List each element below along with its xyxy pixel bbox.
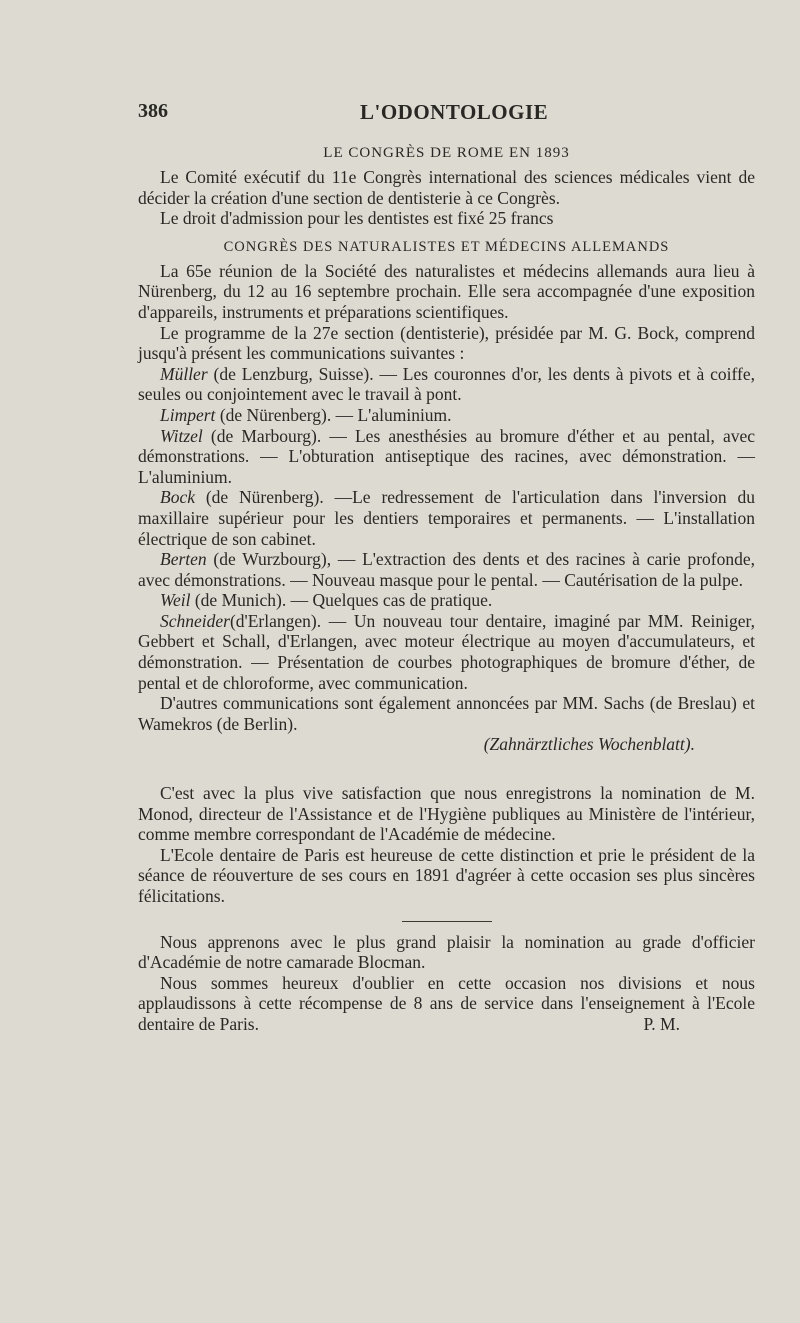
author-name: Müller [160,363,208,384]
page-number: 386 [138,100,168,122]
program-entry [138,549,755,590]
entry-text: (de Nürenberg). —Le redressement de l'articulation dans l'inversion du maxillaire supérieur pour les dentiers temporaires et permanents. — L'installation électrique de son cabinet. [138,487,755,549]
program-entry [138,364,755,405]
paragraph: C'est avec la plus vive satisfaction que nous enregistrons la nomination de M. Monod, directeur de l'Assistance et de l'Hygiène publiques au Ministère de l'intérieur, comme membre correspondant de l'Académie de médecine. [138,783,755,845]
horizontal-rule [402,921,492,922]
author-name: Witzel [160,425,203,446]
entry-text: (de Marbourg). — Les anesthésies au bromure d'éther et au pental, avec démonstrations. — L'obturation antiseptique des racines, avec démonstration. — L'aluminium. [138,425,755,487]
signature: P. M. [643,1013,680,1034]
entry-text: (de Wurzbourg), — L'extraction des dents et des racines à carie profonde, avec démonstrations. — Nouveau masque pour le pental. — Cautérisation de la pulpe. [138,549,755,590]
spacer [138,755,755,783]
page-header [138,100,755,130]
author-name: Limpert [160,404,216,425]
paragraph: L'Ecole dentaire de Paris est heureuse de cette distinction et prie le président de la séance de réouverture de ses cours en 1891 d'agréer à cette occasion ses plus sincères félicitations. [138,844,755,906]
paragraph: D'autres communications sont également annoncées par MM. Sachs (de Breslau) et Wamekros (de Berlin). [138,693,755,734]
section-title-naturalistes: CONGRÈS DES NATURALISTES ET MÉDECINS ALLEMANDS [223,238,670,255]
paragraph: Nous apprenons avec le plus grand plaisir la nomination au grade d'officier d'Académie de notre camarade Blocman. [138,931,755,973]
entry-text: (d'Erlangen). — Un nouveau tour dentaire, imaginé par MM. Reiniger, Gebbert et Schall, d'Erlangen, avec moteur électrique au moyen d'accumulateurs, et démonstration. — Présentation de courbes photographiques de bromure d'éther, de pental et de chloroforme, avec communication. [138,610,755,693]
author-name: Schneider [160,610,230,631]
section-title-rome: LE CONGRÈS DE ROME EN 1893 [323,145,570,161]
source-citation: (Zahnärztliches Wochenblatt). [483,734,695,755]
author-name: Berten [160,549,207,570]
paragraph: Le droit d'admission pour les dentistes est fixé 25 francs [160,208,554,229]
program-entry [138,590,755,611]
entry-text: (de Nürenberg). — L'aluminium. [215,404,452,425]
article-body [138,143,755,1035]
paragraph: Le programme de la 27e section (dentisterie), présidée par M. G. Bock, comprend jusqu'à présent les communications suivantes : [138,322,755,364]
entry-text: (de Munich). — Quelques cas de pratique. [190,590,493,611]
paragraph: Le Comité exécutif du 11e Congrès international des sciences médicales vient de décider la création d'une section de dentisterie à ce Congrès. [138,167,755,208]
program-entry [138,611,755,693]
paragraph: La 65e réunion de la Société des naturalistes et médecins allemands aura lieu à Nürenberg, du 12 au 16 septembre prochain. Elle sera accompagnée d'une exposition d'appareils, instruments et préparations scientifiques. [138,260,755,322]
program-entry [138,405,755,426]
running-title: L'ODONTOLOGIE [360,100,549,124]
entry-text: (de Lenzburg, Suisse). — Les couronnes d'or, les dents à pivots et à coiffe, seules ou conjointement avec le travail à pont. [138,363,755,405]
author-name: Bock [160,487,195,508]
author-name: Weil [160,590,191,611]
program-entry [138,426,755,488]
program-entry [138,487,755,549]
paragraph: Nous sommes heureux d'oublier en cette occasion nos divisions et nous applaudissons à cette récompense de 8 ans de service dans l'enseignement à l'Ecole dentaire de Paris. P. M. [138,972,755,1034]
